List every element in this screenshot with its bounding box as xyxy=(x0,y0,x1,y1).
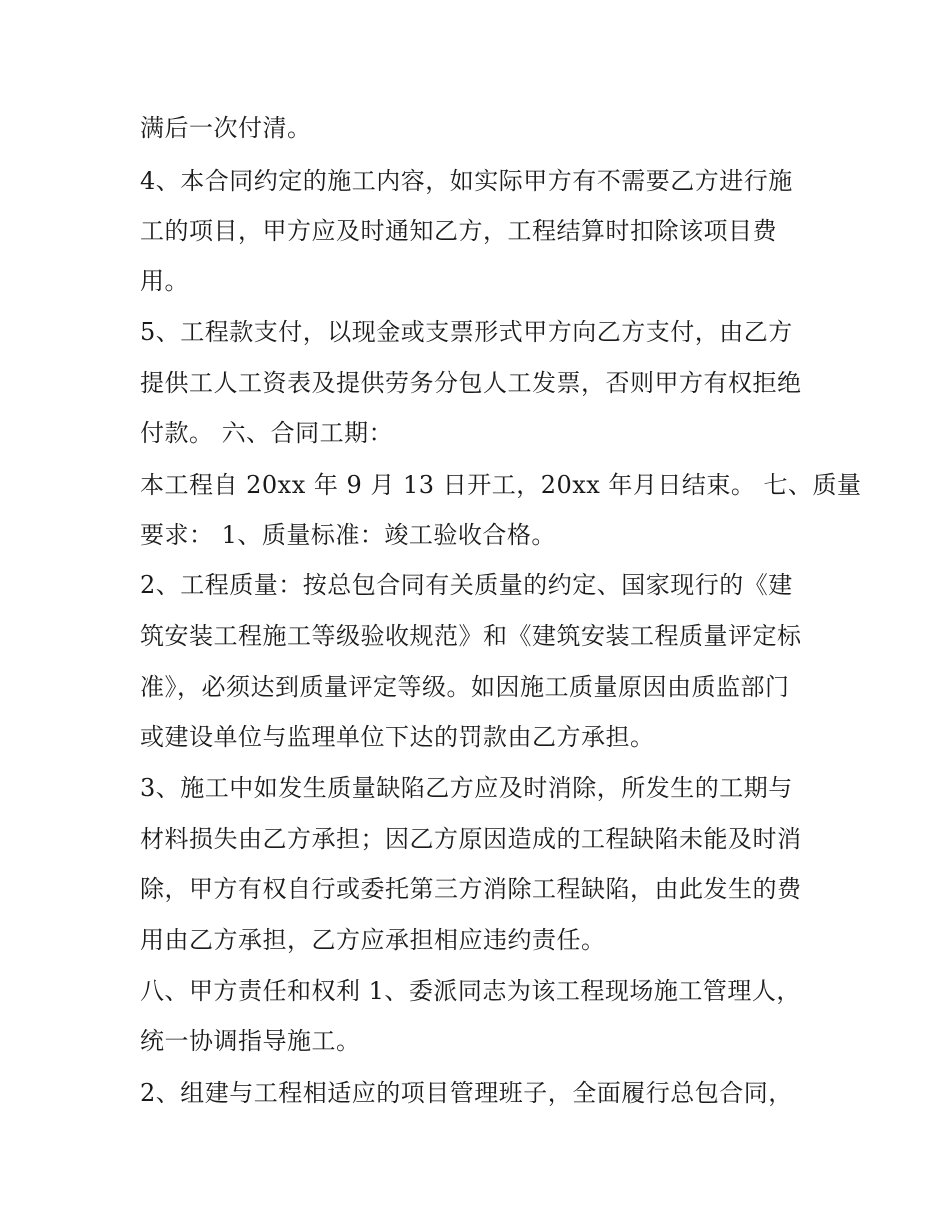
text-line: 用由乙方承担，乙方应承担相应违约责任。 xyxy=(140,926,606,954)
text-line: 提供工人工资表及提供劳务分包人工发票，否则甲方有权拒绝 xyxy=(140,369,802,397)
text-line: 材料损失由乙方承担；因乙方原因造成的工程缺陷未能及时消 xyxy=(140,825,802,853)
text-line: 用。 xyxy=(140,267,189,295)
text-line: 付款。 六、合同工期： xyxy=(140,419,394,447)
text-line: 八、甲方责任和权利 1、委派同志为该工程现场施工管理人， xyxy=(140,977,801,1005)
text-line: 3、施工中如发生质量缺陷乙方应及时消除，所发生的工期与 xyxy=(140,774,793,802)
text-line: 或建设单位与监理单位下达的罚款由乙方承担。 xyxy=(140,723,655,751)
text-line: 要求： 1、质量标准：竣工验收合格。 xyxy=(140,521,556,549)
text-line: 满后一次付清。 xyxy=(140,114,312,142)
text-line: 筑安装工程施工等级验收规范》和《建筑安装工程质量评定标 xyxy=(140,622,802,650)
text-line: 除，甲方有权自行或委托第三方消除工程缺陷，由此发生的费 xyxy=(140,875,802,903)
text-line: 准》，必须达到质量评定等级。如因施工质量原因由质监部门 xyxy=(140,673,790,701)
text-line: 本工程自 20xx 年 9 月 13 日开工，20xx 年月日结束。 七、质量 xyxy=(140,471,862,499)
text-line: 工的项目，甲方应及时通知乙方，工程结算时扣除该项目费 xyxy=(140,217,777,245)
text-line: 统一协调指导施工。 xyxy=(140,1027,361,1055)
text-line: 4、本合同约定的施工内容，如实际甲方有不需要乙方进行施 xyxy=(140,167,793,195)
text-line: 2、组建与工程相适应的项目管理班子，全面履行总包合同， xyxy=(140,1079,793,1107)
text-line: 5、工程款支付，以现金或支票形式甲方向乙方支付，由乙方 xyxy=(140,318,793,346)
text-line: 2、工程质量：按总包合同有关质量的约定、国家现行的《建 xyxy=(140,571,793,599)
